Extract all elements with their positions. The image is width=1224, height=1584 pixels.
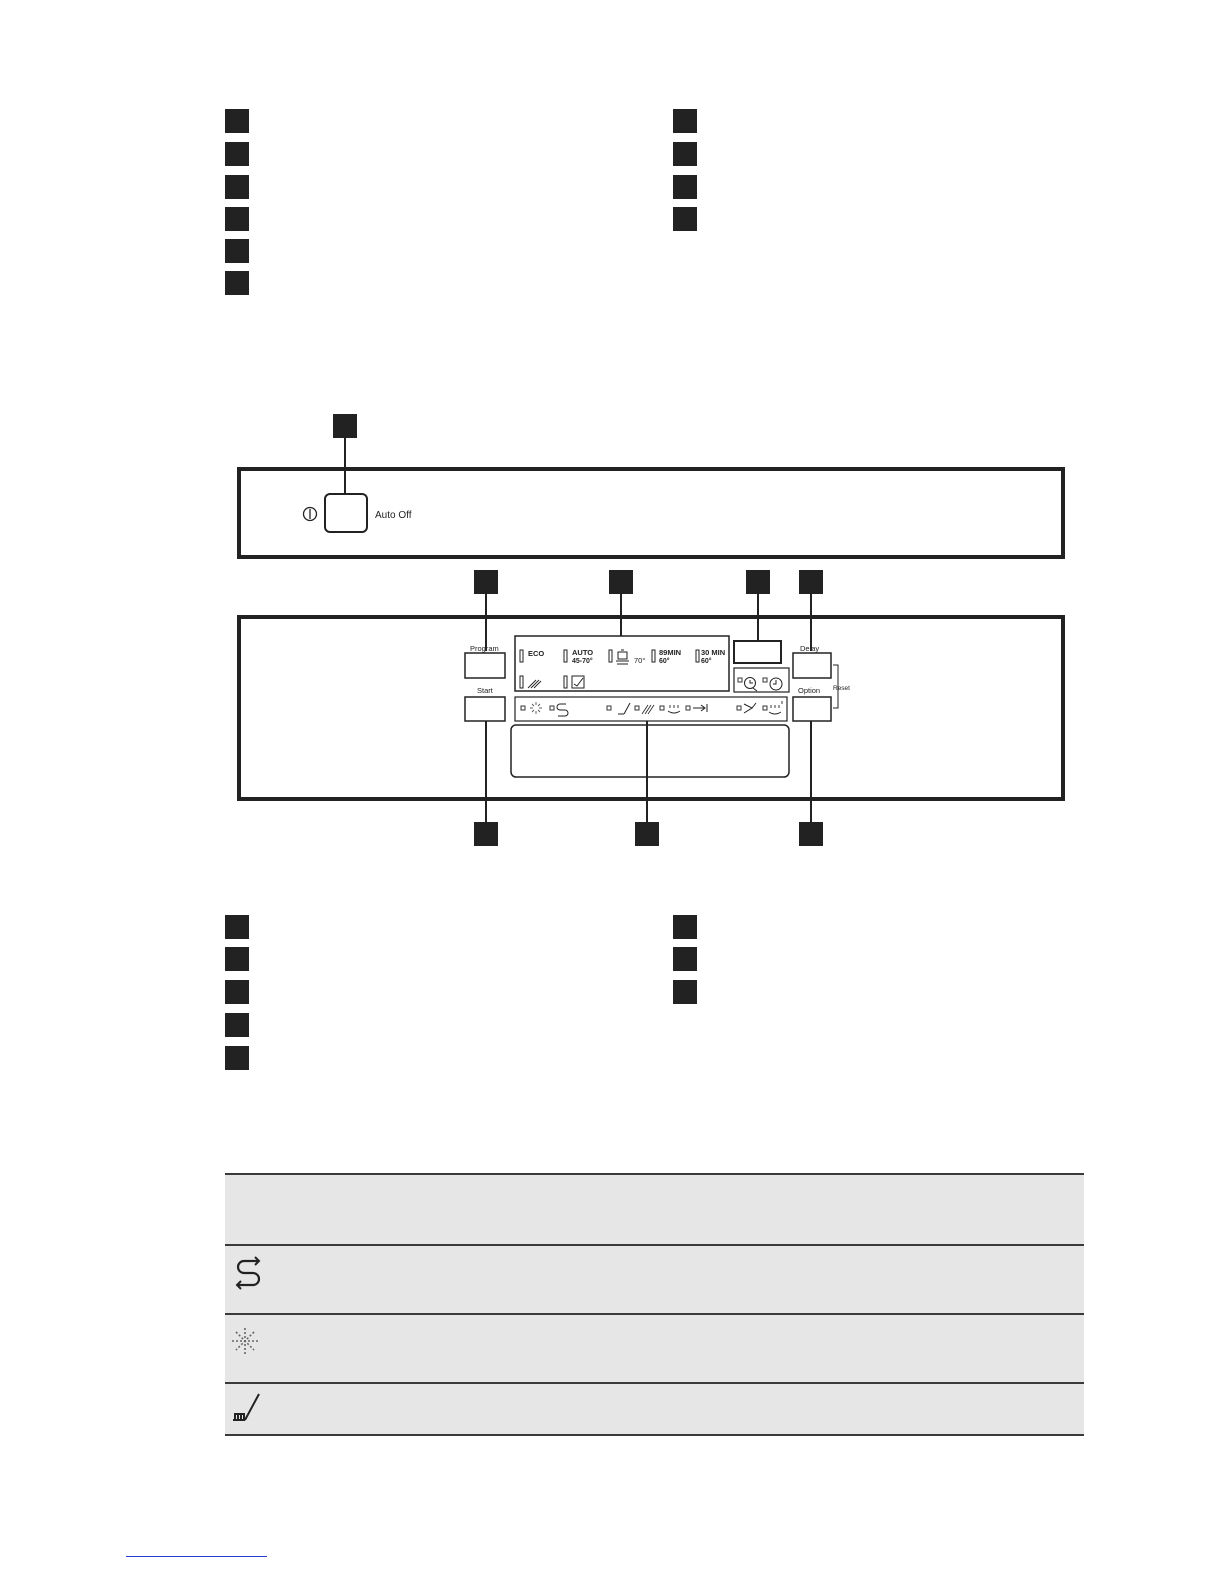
lower-panel bbox=[239, 617, 1063, 799]
brush-status-icon bbox=[618, 703, 630, 714]
rinse-aid-sparkle-icon bbox=[530, 702, 542, 714]
start-button[interactable] bbox=[465, 697, 505, 721]
airdry-status-icon bbox=[744, 703, 756, 713]
lower-marker-7 bbox=[673, 947, 697, 971]
lower-marker-2 bbox=[225, 947, 249, 971]
time-manager-icon bbox=[745, 678, 758, 692]
option-label: Option bbox=[798, 686, 821, 695]
lower-marker-1 bbox=[225, 915, 249, 939]
callout-marker-power bbox=[333, 414, 357, 438]
callout-marker-program bbox=[474, 570, 498, 594]
delay-label: Delay bbox=[800, 644, 820, 653]
callout-marker-option bbox=[799, 822, 823, 846]
reset-label: Reset bbox=[833, 685, 850, 692]
lower-marker-6 bbox=[673, 915, 697, 939]
legend-row-machine-care bbox=[225, 1382, 1084, 1436]
program-89-time: 89MIN bbox=[659, 648, 682, 657]
delay-button[interactable] bbox=[793, 653, 831, 678]
info-window bbox=[511, 725, 789, 777]
program-button[interactable] bbox=[465, 653, 505, 678]
delay-clock-icon bbox=[770, 678, 782, 690]
salt-loop-icon bbox=[557, 704, 568, 716]
rinse-shower-icon bbox=[528, 680, 541, 688]
legend-header-row bbox=[225, 1173, 1084, 1244]
legend-row-rinse-aid bbox=[225, 1313, 1084, 1382]
end-arrow-icon bbox=[693, 704, 707, 712]
program-intensive-temp: 70° bbox=[634, 656, 646, 665]
extra-dry-status-icon bbox=[769, 701, 782, 714]
sparkle-icon bbox=[231, 1327, 265, 1361]
option-button[interactable] bbox=[793, 697, 831, 721]
lower-marker-3 bbox=[225, 980, 249, 1004]
on-off-button[interactable] bbox=[325, 494, 367, 532]
footer-link-underline[interactable] bbox=[126, 1556, 267, 1557]
start-label: Start bbox=[477, 686, 493, 695]
callout-marker-display bbox=[746, 570, 770, 594]
program-auto-temp: 45-70° bbox=[572, 658, 593, 665]
legend-row-salt bbox=[225, 1244, 1084, 1313]
auto-off-label: Auto Off bbox=[375, 510, 412, 521]
machine-care-icon bbox=[572, 676, 584, 688]
indicator-legend-table bbox=[225, 1173, 1084, 1436]
power-icon bbox=[304, 508, 317, 521]
lower-marker-4 bbox=[225, 1013, 249, 1037]
dry-status-icon bbox=[668, 705, 680, 713]
program-label: Program bbox=[470, 644, 499, 653]
program-eco: ECO bbox=[528, 649, 545, 658]
callout-marker-program-indicators bbox=[609, 570, 633, 594]
pot-icon bbox=[616, 650, 629, 664]
program-auto: AUTO bbox=[572, 648, 594, 657]
shower-status-icon bbox=[642, 705, 654, 714]
loop-arrows-icon bbox=[231, 1256, 265, 1290]
callout-marker-start bbox=[474, 822, 498, 846]
brush-icon bbox=[231, 1390, 265, 1424]
program-89-temp: 60° bbox=[659, 658, 670, 665]
callout-marker-delay bbox=[799, 570, 823, 594]
program-30-time: 30 MIN bbox=[701, 648, 726, 657]
lower-marker-5 bbox=[225, 1046, 249, 1070]
program-30-temp: 60° bbox=[701, 658, 712, 665]
lower-marker-8 bbox=[673, 980, 697, 1004]
callout-marker-indicators bbox=[635, 822, 659, 846]
time-display bbox=[734, 641, 781, 663]
